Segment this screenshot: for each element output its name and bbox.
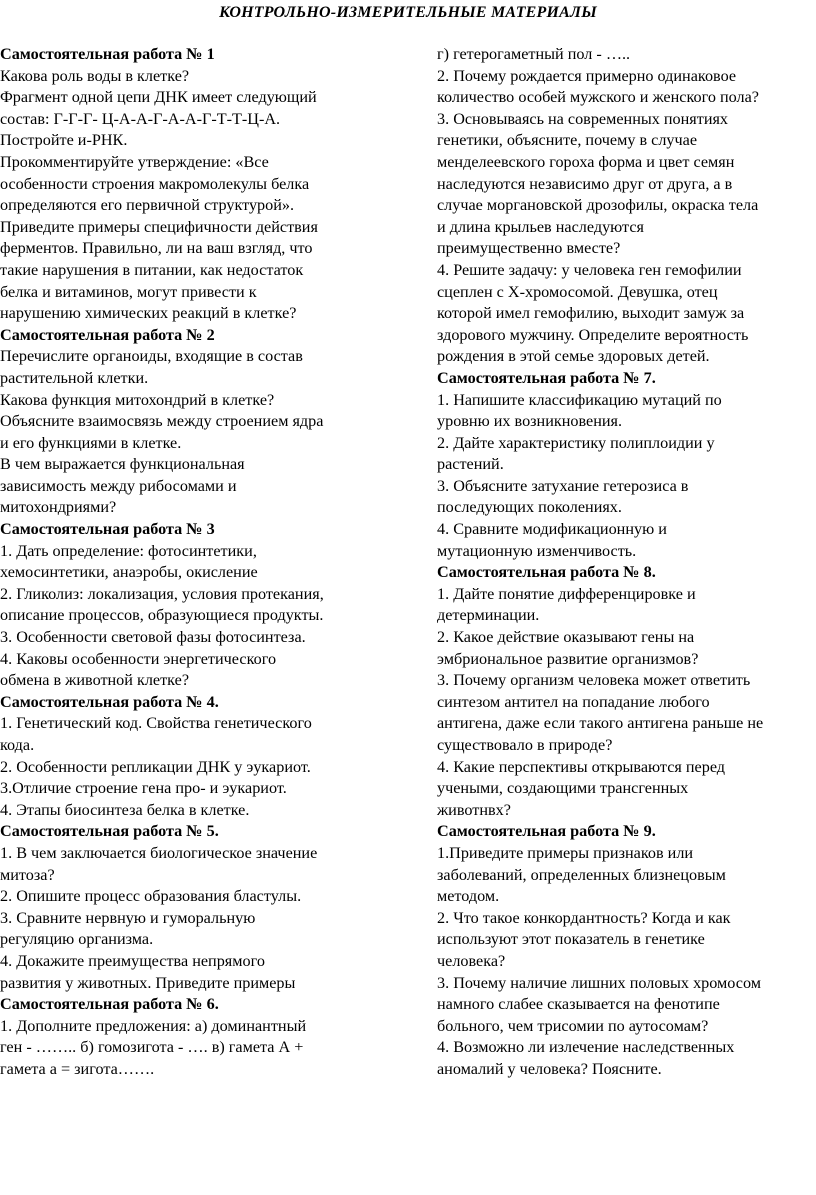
text-line: 3. Почему организм человека может ответить: [437, 671, 751, 690]
text-line: здорового мужчину. Определите вероятность: [437, 325, 749, 344]
text-line: митоза?: [0, 865, 55, 884]
section-heading: Самостоятельная работа № 4.: [0, 692, 219, 711]
text-line: 3. Сравните нервную и гуморальную: [0, 908, 256, 927]
text-line: 3. Основываясь на современных понятиях: [437, 109, 729, 128]
text-line: 4. Докажите преимущества непрямого: [0, 951, 265, 970]
text-line: 2. Почему рождается примерно одинаковое: [437, 66, 737, 85]
text-line: генетики, объясните, почему в случае: [437, 131, 698, 150]
text-line: 2. Особенности репликации ДНК у эукариот.: [0, 757, 311, 776]
text-line: Постройте и-РНК.: [0, 131, 128, 150]
text-line: человека?: [437, 951, 506, 970]
text-line: гамета а = зигота…….: [0, 1059, 155, 1078]
text-line: используют этот показатель в генетике: [437, 930, 705, 949]
text-line: 2. Гликолиз: локализация, условия протекания,: [0, 584, 324, 603]
text-line: 2. Дайте характеристику полиплоидии у: [437, 433, 715, 452]
text-line: 3.Отличие строение гена про- и эукариот.: [0, 779, 287, 798]
section-heading: Самостоятельная работа № 1: [0, 45, 215, 63]
text-line: ферментов. Правильно, ли на ваш взгляд, что: [0, 239, 313, 258]
text-line: 1. Дополните предложения: а) доминантный: [0, 1016, 307, 1035]
text-line: методом.: [437, 887, 500, 906]
text-line: состав: Г-Г-Г- Ц-А-А-Г-А-А-Г-Т-Т-Ц-А.: [0, 109, 281, 128]
text-line: митохондриями?: [0, 498, 117, 517]
text-line: детерминации.: [437, 606, 540, 625]
text-line: 4. Решите задачу: у человека ген гемофилии: [437, 260, 742, 279]
section-heading: Самостоятельная работа № 6.: [0, 995, 219, 1014]
text-line: развития у животных. Приведите примеры: [0, 973, 296, 992]
text-line: учеными, создающими трансгенных: [437, 779, 689, 798]
text-line: Перечислите органоиды, входящие в состав: [0, 347, 303, 366]
text-line: растений.: [437, 455, 504, 474]
text-line: 4. Сравните модификационную и: [437, 520, 667, 539]
text-line: животнвх?: [437, 800, 511, 819]
text-line: 2. Что такое конкордантность? Когда и как: [437, 908, 731, 927]
text-line: нарушению химических реакций в клетке?: [0, 304, 297, 323]
text-line: особенности строения макромолекулы белка: [0, 174, 310, 193]
section-heading: Самостоятельная работа № 8.: [437, 563, 656, 582]
text-line: белка и витаминов, могут привести к: [0, 282, 257, 301]
text-line: и длина крыльев наследуются: [437, 217, 644, 236]
text-line: 4. Этапы биосинтеза белка в клетке.: [0, 800, 250, 819]
text-line: В чем выражается функциональная: [0, 455, 245, 474]
text-line: такие нарушения в питании, как недостаток: [0, 260, 304, 279]
text-line: 3. Объясните затухание гетерозиса в: [437, 476, 689, 495]
text-line: количество особей мужского и женского пола?: [437, 88, 759, 107]
left-column: [0, 44, 392, 1081]
text-line: аномалий у человека? Поясните.: [437, 1059, 662, 1078]
text-line: кода.: [0, 736, 35, 754]
text-line: рождения в этой семье здоровых детей.: [437, 347, 710, 366]
section-heading: Самостоятельная работа № 5.: [0, 822, 219, 841]
text-line: уровню их возникновения.: [437, 412, 623, 431]
text-line: менделеевского гороха форма и цвет семян: [437, 152, 735, 171]
text-line: 3. Почему наличие лишних половых хромосом: [437, 973, 762, 992]
text-line: антигена, даже если такого антигена раньше не: [437, 714, 764, 733]
text-line: 1.Приведите примеры признаков или: [437, 843, 694, 862]
text-line: Приведите примеры специфичности действия: [0, 217, 318, 236]
text-line: 1. Дать определение: фотосинтетики,: [0, 541, 257, 560]
text-line: Какова функция митохондрий в клетке?: [0, 390, 275, 409]
text-line: 3. Особенности световой фазы фотосинтеза.: [0, 628, 306, 647]
text-line: больного, чем трисомии по аутосомам?: [437, 1016, 709, 1035]
text-line: сцеплен с Х-хромосомой. Девушка, отец: [437, 282, 718, 301]
text-line: 1. Напишите классификацию мутаций по: [437, 390, 722, 409]
text-line: зависимость между рибосомами и: [0, 476, 237, 495]
text-line: случае моргановской дрозофилы, окраска тела: [437, 196, 759, 215]
text-line: г) гетерогаметный пол - …..: [437, 45, 631, 63]
text-line: ген - …….. б) гомозигота - …. в) гамета А +: [0, 1038, 304, 1057]
text-line: последующих поколениях.: [437, 498, 622, 517]
text-line: намного слабее сказывается на фенотипе: [437, 995, 720, 1014]
text-line: 2. Опишите процесс образования бластулы.: [0, 887, 302, 906]
section-heading: Самостоятельная работа № 2: [0, 325, 215, 344]
section-heading: Самостоятельная работа № 3: [0, 520, 215, 539]
text-line: и его функциями в клетке.: [0, 433, 182, 452]
text-line: заболеваний, определенных близнецовым: [437, 865, 726, 884]
text-line: 1. Генетический код. Свойства генетического: [0, 714, 312, 733]
text-line: хемосинтетики, анаэробы, окисление: [0, 563, 258, 582]
text-line: существовало в природе?: [437, 736, 613, 754]
text-line: описание процессов, образующиеся продукты.: [0, 606, 324, 625]
text-line: 1. В чем заключается биологическое значение: [0, 843, 318, 862]
text-line: преимущественно вместе?: [437, 239, 621, 258]
text-line: растительной клетки.: [0, 368, 149, 387]
text-line: наследуются независимо друг от друга, а в: [437, 174, 733, 193]
text-line: Какова роль воды в клетке?: [0, 66, 190, 85]
text-line: 4. Каковы особенности энергетического: [0, 649, 277, 668]
text-line: мутационную изменчивость.: [437, 541, 637, 560]
text-line: синтезом антител на попадание любого: [437, 692, 710, 711]
section-heading: Самостоятельная работа № 9.: [437, 822, 656, 841]
text-line: Прокомментируйте утверждение: «Все: [0, 152, 269, 171]
section-heading: Самостоятельная работа № 7.: [437, 368, 656, 387]
text-line: 2. Какое действие оказывают гены на: [437, 628, 695, 647]
text-line: обмена в животной клетке?: [0, 671, 190, 690]
right-column: [437, 44, 816, 1081]
text-line: Объясните взаимосвязь между строением ядра: [0, 412, 324, 431]
text-line: 1. Дайте понятие дифференцировке и: [437, 584, 696, 603]
text-line: которой имел гемофилию, выходит замуж за: [437, 304, 745, 323]
text-line: регуляцию организма.: [0, 930, 154, 949]
text-line: 4. Какие перспективы открываются перед: [437, 757, 726, 776]
text-line: определяются его первичной структурой».: [0, 196, 295, 215]
document-title: КОНТРОЛЬНО-ИЗМЕРИТЕЛЬНЫЕ МАТЕРИАЛЫ: [219, 4, 597, 21]
text-line: Фрагмент одной цепи ДНК имеет следующий: [0, 88, 317, 107]
text-line: эмбриональное развитие организмов?: [437, 649, 699, 668]
text-line: 4. Возможно ли излечение наследственных: [437, 1038, 735, 1057]
